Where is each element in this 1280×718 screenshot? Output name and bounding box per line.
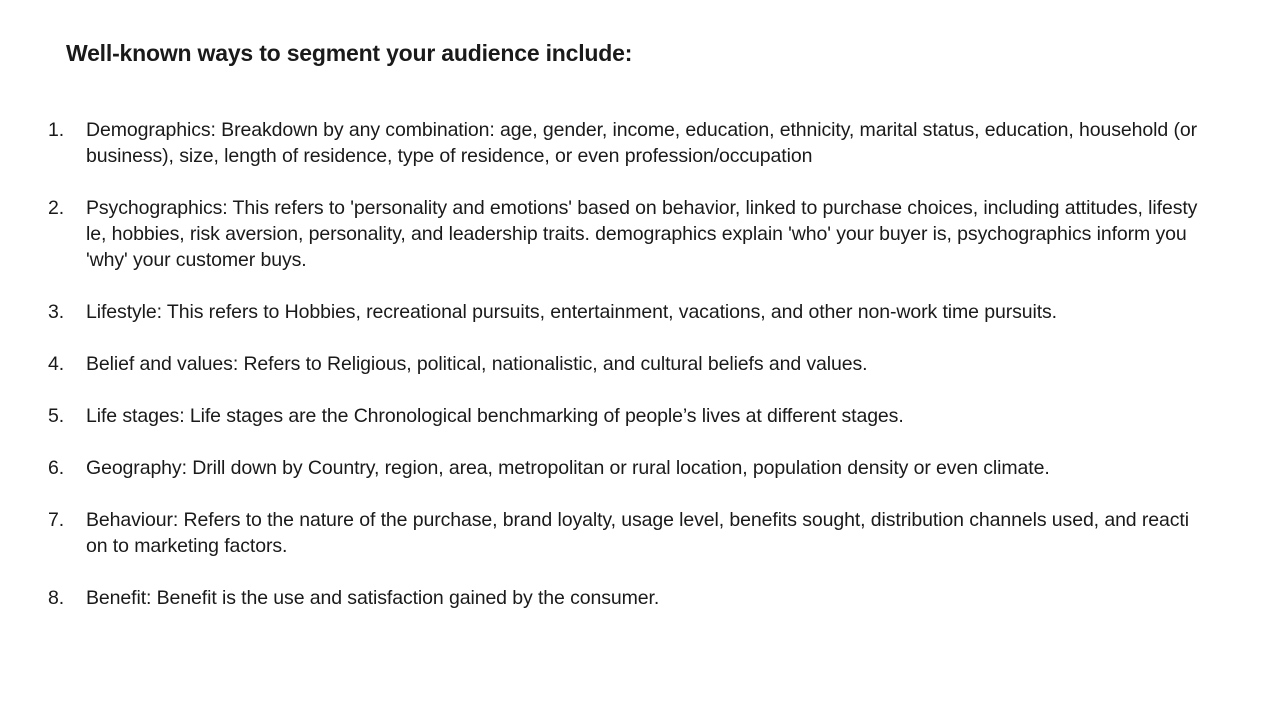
- list-item-number: 5.: [48, 405, 65, 427]
- slide-title: Well-known ways to segment your audience include:: [66, 40, 633, 66]
- list-item-number: 3.: [48, 301, 65, 323]
- segmentation-list: [48, 117, 1198, 637]
- list-item-text: Behaviour: Refers to the nature of the purchase, brand loyalty, usage level, benefits sought, distribution channels used, and reaction to marketing factors.: [86, 509, 1189, 557]
- list-item: [48, 403, 1198, 429]
- list-item-text: Belief and values: Refers to Religious, political, nationalistic, and cultural beliefs and values.: [86, 353, 868, 375]
- list-item: [48, 585, 1198, 611]
- list-item: [48, 117, 1198, 169]
- list-item: [48, 507, 1198, 559]
- list-item: [48, 299, 1198, 325]
- list-item: [48, 351, 1198, 377]
- list-item-number: 7.: [48, 509, 65, 531]
- list-item: [48, 195, 1198, 273]
- list-item-number: 4.: [48, 353, 65, 375]
- list-item-number: 6.: [48, 457, 65, 479]
- list-item-text: Life stages: Life stages are the Chronological benchmarking of people’s lives at different stages.: [86, 405, 904, 427]
- list-item-text: Psychographics: This refers to 'personality and emotions' based on behavior, linked to purchase choices, including attitudes, lifestyle, hobbies, risk aversion, personality, and leadership traits. demographics explain 'who' your buyer is, psychographics inform you 'why' your customer buys.: [86, 197, 1198, 271]
- list-item: [48, 455, 1198, 481]
- list-item-text: Lifestyle: This refers to Hobbies, recreational pursuits, entertainment, vacations, and other non-work time pursuits.: [86, 301, 1057, 323]
- list-item-text: Geography: Drill down by Country, region, area, metropolitan or rural location, population density or even climate.: [86, 457, 1050, 479]
- list-item-number: 1.: [48, 119, 65, 141]
- list-item-text: Demographics: Breakdown by any combination: age, gender, income, education, ethnicity, marital status, education, household (or business), size, length of residence, type of residence, or even profession/occupation: [86, 119, 1197, 167]
- list-item-number: 8.: [48, 587, 65, 609]
- list-item-text: Benefit: Benefit is the use and satisfaction gained by the consumer.: [86, 587, 660, 609]
- list-item-number: 2.: [48, 197, 65, 219]
